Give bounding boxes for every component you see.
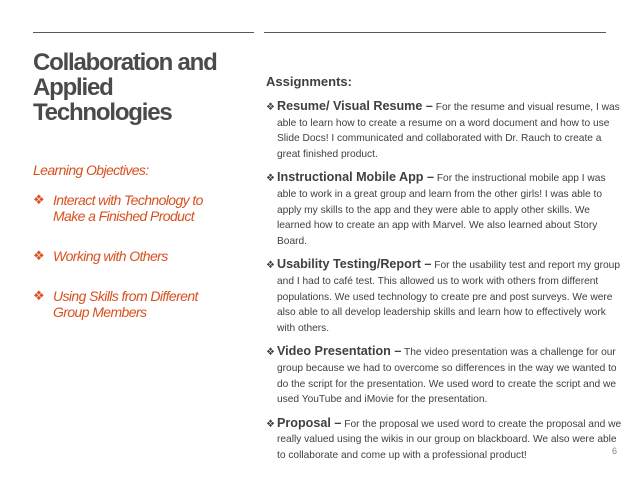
assignment-label: Video Presentation –	[277, 344, 402, 359]
learning-objectives-heading: Learning Objectives:	[33, 162, 149, 178]
right-column	[266, 74, 622, 471]
assignment-label: Usability Testing/Report –	[277, 257, 432, 272]
assignment-item	[266, 257, 622, 336]
assignment-text: For the resume and visual resume, I was able to learn how to create a resume on a word document and how to use Slide Docs! I communicated and collaborated with Dr. Rauch to create a great finished product.	[277, 102, 620, 160]
title-line-3: Technologies	[33, 99, 172, 126]
assignment-body	[277, 257, 622, 336]
assignment-item	[266, 99, 622, 162]
assignment-text: For the instructional mobile app I was able to work in a great group and learn from the other girls! I was able to apply my skills to the app and they were able to apply other skills. We learned how to create an app with Marvel. We also learned about Story Board.	[277, 173, 606, 247]
diamond-bullet-icon: ❖	[266, 418, 275, 430]
title-line-1: Collaboration and	[33, 49, 217, 76]
top-divider-left	[33, 32, 254, 33]
diamond-bullet-icon: ❖	[33, 248, 45, 263]
left-column	[33, 50, 253, 344]
objective-text: Working with Others	[53, 248, 168, 264]
top-divider-right	[264, 32, 606, 33]
assignment-body	[277, 416, 622, 464]
objective-item	[33, 288, 253, 320]
page-number: 6	[612, 446, 618, 456]
assignment-body	[277, 170, 622, 249]
assignment-item	[266, 344, 622, 407]
assignment-text: For the proposal we used word to create the proposal and we really valued using the wikis in our group on blackboard. We also were able to collaborate and come up with a professional product!	[277, 418, 622, 461]
assignment-label: Resume/ Visual Resume –	[277, 99, 433, 113]
objective-item	[33, 248, 253, 264]
diamond-bullet-icon: ❖	[266, 260, 275, 272]
assignment-body	[277, 99, 622, 162]
objective-text: Interact with Technology to Make a Finished Product	[53, 192, 203, 224]
diamond-bullet-icon: ❖	[33, 288, 45, 303]
objective-text: Using Skills from Different Group Members	[53, 288, 198, 320]
assignment-item	[266, 170, 622, 249]
diamond-bullet-icon: ❖	[266, 173, 275, 185]
diamond-bullet-icon: ❖	[33, 192, 45, 207]
objectives-list	[33, 192, 253, 320]
assignment-item	[266, 416, 622, 464]
assignment-text: The video presentation was a challenge for our group because we had to overcome so differences in the way we wanted to do the script for the presentation. We used word to create the script and we used YouTube and iMovie for the presentation.	[277, 347, 617, 406]
diamond-bullet-icon: ❖	[266, 102, 275, 113]
assignment-label: Instructional Mobile App –	[277, 170, 434, 185]
assignment-label: Proposal –	[277, 415, 342, 430]
assignments-heading: Assignments:	[266, 74, 352, 89]
assignment-text: For the usability test and report my group and I had to café test. This allowed us to work with others from different populations. We used technology to create pre and post surveys. We were also able to all develop leadership skills and learn how to effectively work with others.	[277, 260, 620, 334]
title-line-2: Applied	[33, 74, 113, 101]
slide-title	[33, 50, 253, 125]
diamond-bullet-icon: ❖	[266, 347, 275, 359]
objective-item	[33, 192, 253, 224]
assignment-body	[277, 344, 622, 407]
